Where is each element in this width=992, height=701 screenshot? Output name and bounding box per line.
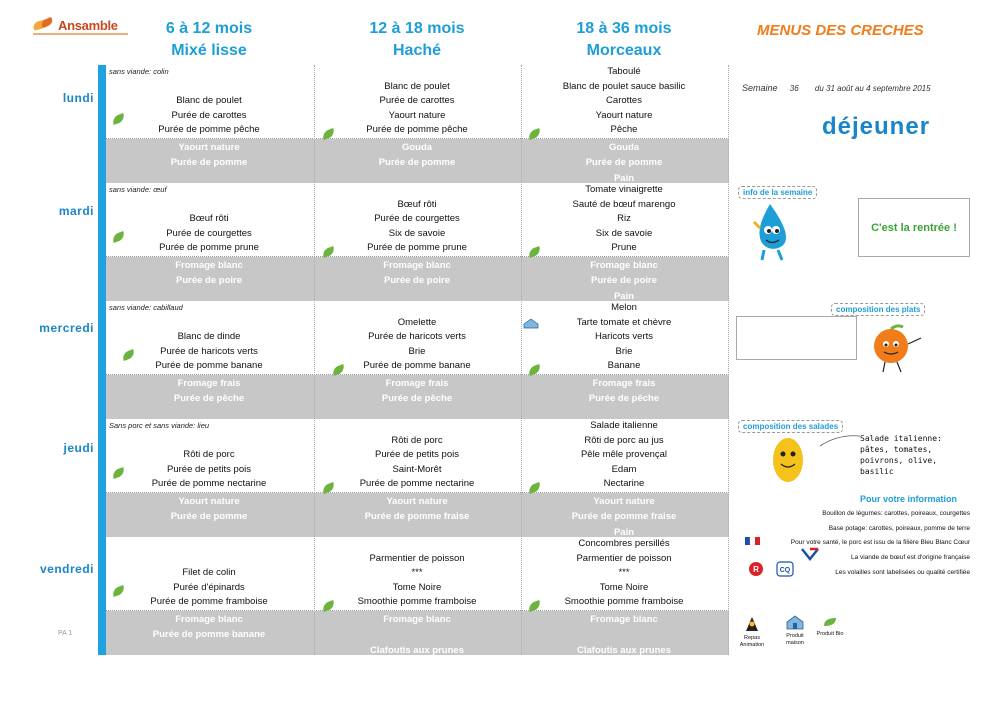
snack-item: Pain — [613, 290, 635, 302]
speech-line-icon — [818, 430, 862, 450]
qualite-certifiee-icon — [776, 561, 794, 577]
menu-item: Tomate vinaigrette — [585, 184, 663, 195]
snack-item: Fromage blanc — [590, 614, 658, 625]
snack-item: Fromage blanc — [590, 260, 658, 271]
info-semaine-tag: info de la semaine — [738, 186, 817, 199]
menu-item: Concombres persillés — [578, 538, 670, 549]
day-label-mardi: mardi — [58, 204, 94, 218]
menu-item: Sauté de bœuf marengo — [572, 198, 676, 210]
menu-item: Brie — [615, 345, 633, 357]
snack-item: Pain — [613, 526, 635, 538]
header-col-3-age: 18 à 36 mois — [576, 20, 672, 37]
snack-item: Yaourt nature — [178, 142, 240, 153]
menu-item: Nectarine — [603, 478, 645, 490]
menu-item: Edam — [611, 463, 637, 475]
menu-item: Riz — [617, 213, 631, 225]
menu-grid — [106, 65, 729, 655]
snack-item: Purée de pomme fraise — [571, 511, 677, 523]
snack-item: Fromage frais — [592, 378, 656, 389]
menu-item: Bœuf rôti — [189, 213, 229, 225]
menu-item: Yaourt nature — [388, 109, 446, 121]
menu-item: Blanc de poulet — [176, 95, 242, 107]
menu-item: Banane — [607, 360, 641, 372]
legend-animation-label: Repas Animation — [739, 635, 765, 648]
snack-item: Fromage blanc — [383, 614, 451, 625]
week-label: Semaine — [742, 83, 778, 93]
menu-item: Purée de pomme nectarine — [151, 478, 267, 490]
salades-composition: Salade italienne: pâtes, tomates, poivrons, olive, basilic — [860, 434, 942, 476]
snack-item: Gouda — [608, 142, 640, 153]
meal-title: déjeuner — [822, 113, 931, 140]
bleu-blanc-coeur-icon — [745, 535, 761, 547]
menu-item: Taboulé — [607, 66, 641, 77]
snack-item: Purée de pomme — [170, 157, 248, 169]
header-col-2-age: 12 à 18 mois — [369, 20, 465, 37]
header-col-3-texture: Morceaux — [586, 42, 662, 59]
house-icon — [785, 614, 805, 630]
day-label-lundi: lundi — [62, 91, 94, 105]
legend-animation — [737, 616, 767, 649]
menu-item: Pêle mêle provençal — [580, 449, 668, 461]
menu-item: Purée de courgettes — [374, 213, 460, 225]
salades-tag: composition des salades — [738, 420, 843, 433]
menu-item: Purée de haricots verts — [160, 345, 258, 357]
info-line: Les volailles sont labelisées ou qualité certifiée — [835, 569, 970, 576]
menu-item: Purée de courgettes — [166, 227, 252, 239]
viande-francaise-icon — [800, 547, 822, 561]
alternative-note: Sans porc et sans viande: lieu — [109, 421, 210, 430]
menu-item: Purée d'épinards — [173, 581, 245, 593]
menu-item: Tarte tomate et chèvre — [576, 316, 672, 328]
label-rouge-icon — [747, 561, 765, 577]
legend-maison-label: Produit maison — [786, 633, 804, 646]
alternative-note: sans viande: cabillaud — [109, 303, 183, 312]
info-line: Base potage: carottes, poireaux, pomme de terre — [828, 525, 970, 532]
info-title: Pour votre information — [860, 494, 958, 504]
menu-item: Smoothie pomme framboise — [564, 596, 684, 608]
menu-item: Bœuf rôti — [397, 198, 437, 210]
menu-item: *** — [618, 567, 630, 579]
header-col-3 — [521, 18, 727, 62]
menu-item: Purée de carottes — [171, 109, 247, 121]
potato-mascot-icon — [766, 432, 814, 488]
menu-item: Purée de pomme framboise — [150, 596, 268, 608]
column-divider — [521, 65, 522, 655]
snack-item: Yaourt nature — [593, 496, 655, 507]
column-divider — [314, 65, 315, 655]
week-dates: du 31 août au 4 septembre 2015 — [814, 84, 931, 93]
drop-mascot-icon — [752, 200, 802, 262]
snack-item: Fromage blanc — [175, 614, 243, 625]
snack-item: Pain — [613, 172, 635, 184]
menu-item: Purée de pomme banane — [155, 360, 263, 372]
info-line: Pour votre santé, le porc est issu de la filière Bleu Blanc Cœur — [790, 539, 970, 546]
header-col-2 — [314, 18, 520, 62]
week-info — [742, 83, 931, 93]
snack-item: Purée de pomme — [378, 157, 456, 169]
menu-item: *** — [411, 567, 423, 579]
menu-item: Carottes — [606, 95, 642, 107]
menu-item: Prune — [611, 242, 637, 254]
menu-item: Purée de pomme banane — [363, 360, 471, 372]
snack-item: Purée de poire — [384, 275, 450, 287]
day-label-mercredi: mercredi — [39, 321, 94, 335]
menu-item: Saint-Morêt — [392, 463, 442, 475]
snack-item: Purée de pêche — [173, 393, 245, 405]
menu-item: Parmentier de poisson — [576, 552, 672, 564]
menu-item: Rôti de porc au jus — [584, 434, 664, 446]
menu-item: Melon — [611, 302, 637, 313]
menu-item: Parmentier de poisson — [369, 552, 465, 564]
menu-item: Blanc de poulet sauce basilic — [562, 80, 686, 92]
day-label-jeudi: jeudi — [63, 441, 94, 455]
info-line: La viande de bœuf est d'origine française — [850, 554, 970, 561]
menu-item: Haricots verts — [594, 331, 654, 343]
snack-item: Fromage frais — [385, 378, 449, 389]
menu-item: Purée de petits pois — [375, 449, 459, 461]
menu-item: Purée de pomme pêche — [158, 124, 260, 136]
menu-item: Blanc de dinde — [177, 331, 241, 343]
svg-text:CQ: CQ — [779, 567, 791, 574]
menu-item: Filet de colin — [182, 567, 236, 579]
header-col-2-texture: Haché — [392, 42, 442, 59]
snack-item: Purée de pêche — [381, 393, 453, 405]
menu-item: Six de savoie — [595, 227, 653, 239]
menu-item: Six de savoie — [388, 227, 446, 239]
snack-item: Fromage frais — [177, 378, 241, 389]
menu-item: Purée de carottes — [379, 95, 455, 107]
snack-item: Gouda — [401, 142, 433, 153]
orange-mascot-icon — [867, 324, 927, 374]
snack-item: Fromage blanc — [383, 260, 451, 271]
legend-bio — [815, 616, 845, 638]
menu-item: Pêche — [610, 124, 638, 136]
leaf-icon — [822, 616, 838, 628]
menu-item: Purée de haricots verts — [368, 331, 466, 343]
snack-item: Clafoutis aux prunes — [577, 644, 671, 656]
menu-item: Rôti de porc — [183, 449, 235, 461]
animation-icon — [745, 616, 759, 632]
snack-item: Purée de pomme — [170, 511, 248, 523]
legend-maison — [780, 614, 810, 647]
header-col-1-age: 6 à 12 mois — [165, 20, 253, 37]
menu-item: Purée de petits pois — [167, 463, 251, 475]
alternative-note: sans viande: œuf — [109, 185, 167, 194]
snack-item: Purée de pomme fraise — [364, 511, 470, 523]
menu-item: Omelette — [397, 316, 437, 328]
header-col-1 — [106, 18, 312, 62]
info-line: Bouillon de légumes: carottes, poireaux, courgettes — [822, 510, 970, 517]
logo-text: Ansamble — [58, 17, 118, 33]
legend-bio-label: Produit Bio — [816, 631, 844, 637]
snack-item: Purée de poire — [591, 275, 657, 287]
page-title: MENUS DES CRECHES — [757, 22, 924, 39]
snack-item: Fromage blanc — [175, 260, 243, 271]
menu-item: Purée de pomme nectarine — [359, 478, 475, 490]
menu-item: Yaourt nature — [595, 109, 653, 121]
snack-item: Purée de pêche — [588, 393, 660, 405]
logo-leaf-icon — [33, 19, 55, 31]
day-label-vendredi: vendredi — [39, 562, 94, 576]
menu-item: Smoothie pomme framboise — [357, 596, 477, 608]
header-col-1-texture: Mixé lisse — [171, 42, 247, 59]
menu-item: Tome Noire — [392, 581, 442, 593]
page-number: PA 1 — [58, 630, 73, 637]
snack-item: Yaourt nature — [386, 496, 448, 507]
snack-item: Purée de pomme — [585, 157, 663, 169]
rentree-box: C'est la rentrée ! — [858, 198, 970, 257]
snack-item: Purée de poire — [176, 275, 242, 287]
menu-item: Purée de pomme prune — [367, 242, 467, 254]
svg-text:R: R — [753, 565, 759, 574]
menu-item: Purée de pomme pêche — [366, 124, 468, 136]
alternative-note: sans viande: colin — [109, 67, 169, 76]
snack-item: Clafoutis aux prunes — [370, 644, 464, 656]
menu-item: Tome Noire — [599, 581, 649, 593]
week-number: 36 — [789, 84, 799, 93]
plats-tag: composition des plats — [831, 303, 925, 316]
menu-item: Purée de pomme prune — [159, 242, 259, 254]
day-sidebar-bar — [98, 65, 106, 655]
menu-item: Brie — [408, 345, 426, 357]
menu-item: Rôti de porc — [391, 434, 443, 446]
menu-item: Salade italienne — [590, 420, 658, 431]
snack-item: Yaourt nature — [178, 496, 240, 507]
plats-box — [736, 316, 857, 360]
menu-item: Blanc de poulet — [384, 80, 450, 92]
snack-item: Purée de pomme banane — [152, 629, 266, 641]
